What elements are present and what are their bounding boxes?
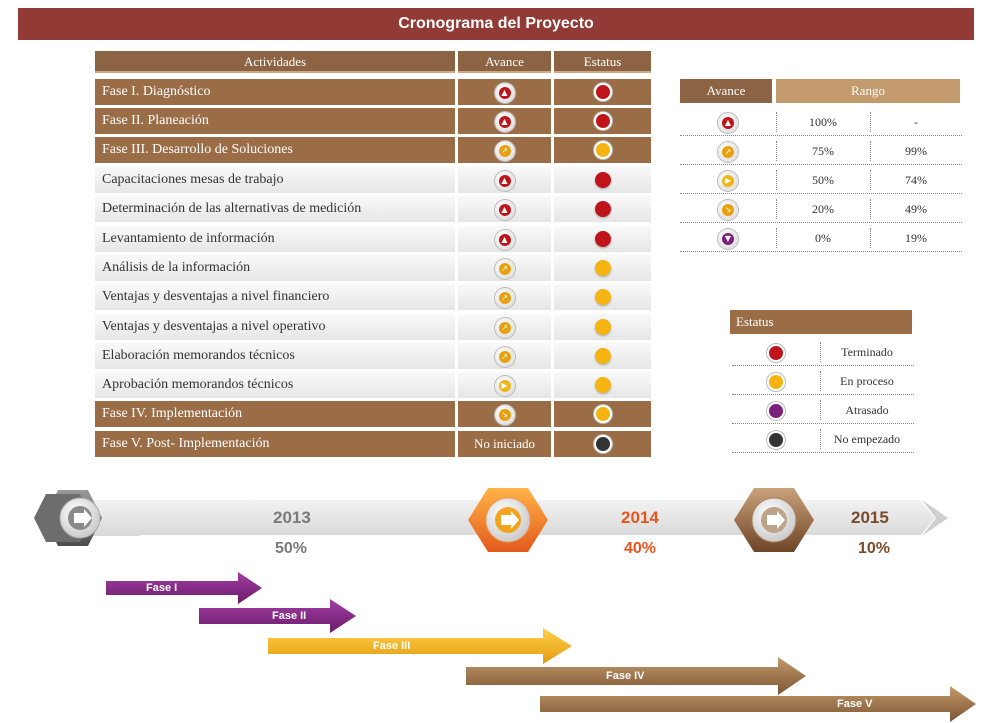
range-to: 49% <box>905 202 927 216</box>
status-dot <box>595 172 611 188</box>
estatus-legend-row <box>732 425 914 453</box>
legend-header-rango: Rango <box>776 79 960 103</box>
phase-row-label: Fase II. Planeación <box>95 108 455 134</box>
avance-legend-row <box>680 166 962 194</box>
up-right-arrow-icon: ↗ <box>495 259 515 279</box>
estatus-legend-label: No empezado <box>833 432 901 446</box>
activity-row-label: Análisis de la información <box>95 255 455 281</box>
timeline <box>0 470 992 580</box>
avance-cell <box>458 226 551 252</box>
phase-row-label: Fase V. Post- Implementación <box>95 431 455 457</box>
avance-legend-icon-cell <box>680 195 776 223</box>
avance-cell <box>458 431 551 457</box>
phase-row-label: Fase III. Desarrollo de Soluciones <box>95 137 455 163</box>
avance-cell <box>458 79 551 105</box>
percent-2015: 10% <box>858 540 891 557</box>
status-dot <box>594 83 612 101</box>
column-header-actividades: Actividades <box>95 51 455 73</box>
up-arrow-icon: ▲ <box>495 230 515 250</box>
status-dot <box>767 402 785 420</box>
phase-row-label: Fase IV. Implementación <box>95 401 455 427</box>
range-from: 100% <box>809 115 837 129</box>
down-right-arrow-icon: ↘ <box>495 405 515 425</box>
estatus-cell <box>554 343 651 369</box>
estatus-legend-dot-cell <box>732 367 820 395</box>
status-dot <box>594 141 612 159</box>
avance-legend-icon-cell <box>680 166 776 194</box>
phase-row-label: Fase I. Diagnóstico <box>95 79 455 105</box>
status-dot <box>595 348 611 364</box>
estatus-cell <box>554 284 651 310</box>
up-arrow-icon: ▲ <box>495 112 515 132</box>
estatus-legend-label: Terminado <box>841 345 893 359</box>
status-dot <box>767 344 785 362</box>
range-from: 0% <box>815 231 831 245</box>
status-dot <box>595 377 611 393</box>
activity-row-label: Ventajas y desventajas a nivel financiero <box>95 284 455 310</box>
estatus-cell <box>554 137 651 163</box>
avance-cell <box>458 196 551 222</box>
estatus-cell <box>554 108 651 134</box>
estatus-cell <box>554 314 651 340</box>
gantt-label-fase-2: Fase II <box>272 610 307 622</box>
range-to: 99% <box>905 144 927 158</box>
avance-cell <box>458 314 551 340</box>
avance-cell <box>458 284 551 310</box>
range-to: 74% <box>905 173 927 187</box>
range-from: 75% <box>812 144 834 158</box>
gantt-bar-fase-5 <box>540 686 976 722</box>
up-right-arrow-icon: ↗ <box>495 141 515 161</box>
estatus-legend-dot-cell <box>732 338 820 366</box>
estatus-legend-row <box>732 367 914 395</box>
status-dot <box>595 231 611 247</box>
legend-header-estatus: Estatus <box>730 310 912 334</box>
avance-text: No iniciado <box>473 436 535 451</box>
down-arrow-icon: ▼ <box>718 229 738 249</box>
year-label-2015: 2015 <box>851 508 889 527</box>
avance-legend-row <box>680 224 962 252</box>
estatus-cell <box>554 79 651 105</box>
avance-legend-row <box>680 108 962 136</box>
avance-legend-row <box>680 137 962 165</box>
estatus-cell <box>554 255 651 281</box>
page-title: Cronograma del Proyecto <box>18 8 974 40</box>
avance-legend-icon-cell <box>680 108 776 136</box>
avance-cell <box>458 137 551 163</box>
gantt-label-fase-5: Fase V <box>837 698 873 710</box>
status-dot <box>594 112 612 130</box>
year-label-2013: 2013 <box>273 508 311 527</box>
column-header-estatus: Estatus <box>554 51 651 73</box>
up-arrow-icon: ▲ <box>495 200 515 220</box>
range-from: 50% <box>812 173 834 187</box>
activity-row-label: Aprobación memorandos técnicos <box>95 372 455 398</box>
gantt-label-fase-4: Fase IV <box>606 670 645 682</box>
status-dot <box>595 260 611 276</box>
avance-cell <box>458 372 551 398</box>
status-dot <box>595 289 611 305</box>
estatus-legend-label: Atrasado <box>845 403 889 417</box>
estatus-cell <box>554 167 651 193</box>
status-dot <box>595 201 611 217</box>
column-header-avance: Avance <box>458 51 551 73</box>
activity-row-label: Elaboración memorandos técnicos <box>95 343 455 369</box>
avance-legend-row <box>680 195 962 223</box>
avance-legend-icon-cell <box>680 224 776 252</box>
avance-cell <box>458 255 551 281</box>
year-label-2014: 2014 <box>621 508 659 527</box>
activity-row-label: Determinación de las alternativas de medición <box>95 196 455 222</box>
gantt-label-fase-3: Fase III <box>373 640 411 652</box>
up-arrow-icon: ▲ <box>718 113 738 133</box>
gantt-bar-fase-3 <box>268 628 572 664</box>
up-right-arrow-icon: ↗ <box>495 347 515 367</box>
avance-legend-icon-cell <box>680 137 776 165</box>
estatus-legend-label: En proceso <box>840 374 894 388</box>
estatus-legend-row <box>732 338 914 366</box>
estatus-cell <box>554 196 651 222</box>
status-dot <box>767 431 785 449</box>
right-arrow-icon: ▶ <box>718 171 738 191</box>
up-right-arrow-icon: ↗ <box>495 318 515 338</box>
year-2013-marker <box>34 490 102 546</box>
year-2014-marker <box>468 488 548 552</box>
avance-cell <box>458 108 551 134</box>
estatus-cell <box>554 372 651 398</box>
up-right-arrow-icon: ↗ <box>718 142 738 162</box>
avance-cell <box>458 343 551 369</box>
status-dot <box>767 373 785 391</box>
estatus-legend-dot-cell <box>732 425 820 453</box>
estatus-cell <box>554 431 651 457</box>
avance-cell <box>458 167 551 193</box>
estatus-legend-dot-cell <box>732 396 820 424</box>
estatus-cell <box>554 226 651 252</box>
range-to: - <box>914 115 918 129</box>
status-dot <box>594 435 612 453</box>
range-from: 20% <box>812 202 834 216</box>
status-dot <box>594 405 612 423</box>
gantt-label-fase-1: Fase I <box>146 582 178 594</box>
status-dot <box>595 319 611 335</box>
range-to: 19% <box>905 231 927 245</box>
estatus-legend-row <box>732 396 914 424</box>
year-2015-marker <box>734 488 814 552</box>
estatus-cell <box>554 401 651 427</box>
avance-cell <box>458 401 551 427</box>
down-right-arrow-icon: ↘ <box>718 200 738 220</box>
percent-2014: 40% <box>624 540 657 557</box>
right-arrow-icon: ▶ <box>495 376 515 396</box>
percent-2013: 50% <box>275 540 308 557</box>
activity-row-label: Levantamiento de información <box>95 226 455 252</box>
up-arrow-icon: ▲ <box>495 171 515 191</box>
gantt-bar-fase-1 <box>106 572 262 604</box>
legend-header-avance: Avance <box>680 79 772 103</box>
activity-row-label: Ventajas y desventajas a nivel operativo <box>95 314 455 340</box>
up-right-arrow-icon: ↗ <box>495 288 515 308</box>
activity-row-label: Capacitaciones mesas de trabajo <box>95 167 455 193</box>
up-arrow-icon: ▲ <box>495 83 515 103</box>
